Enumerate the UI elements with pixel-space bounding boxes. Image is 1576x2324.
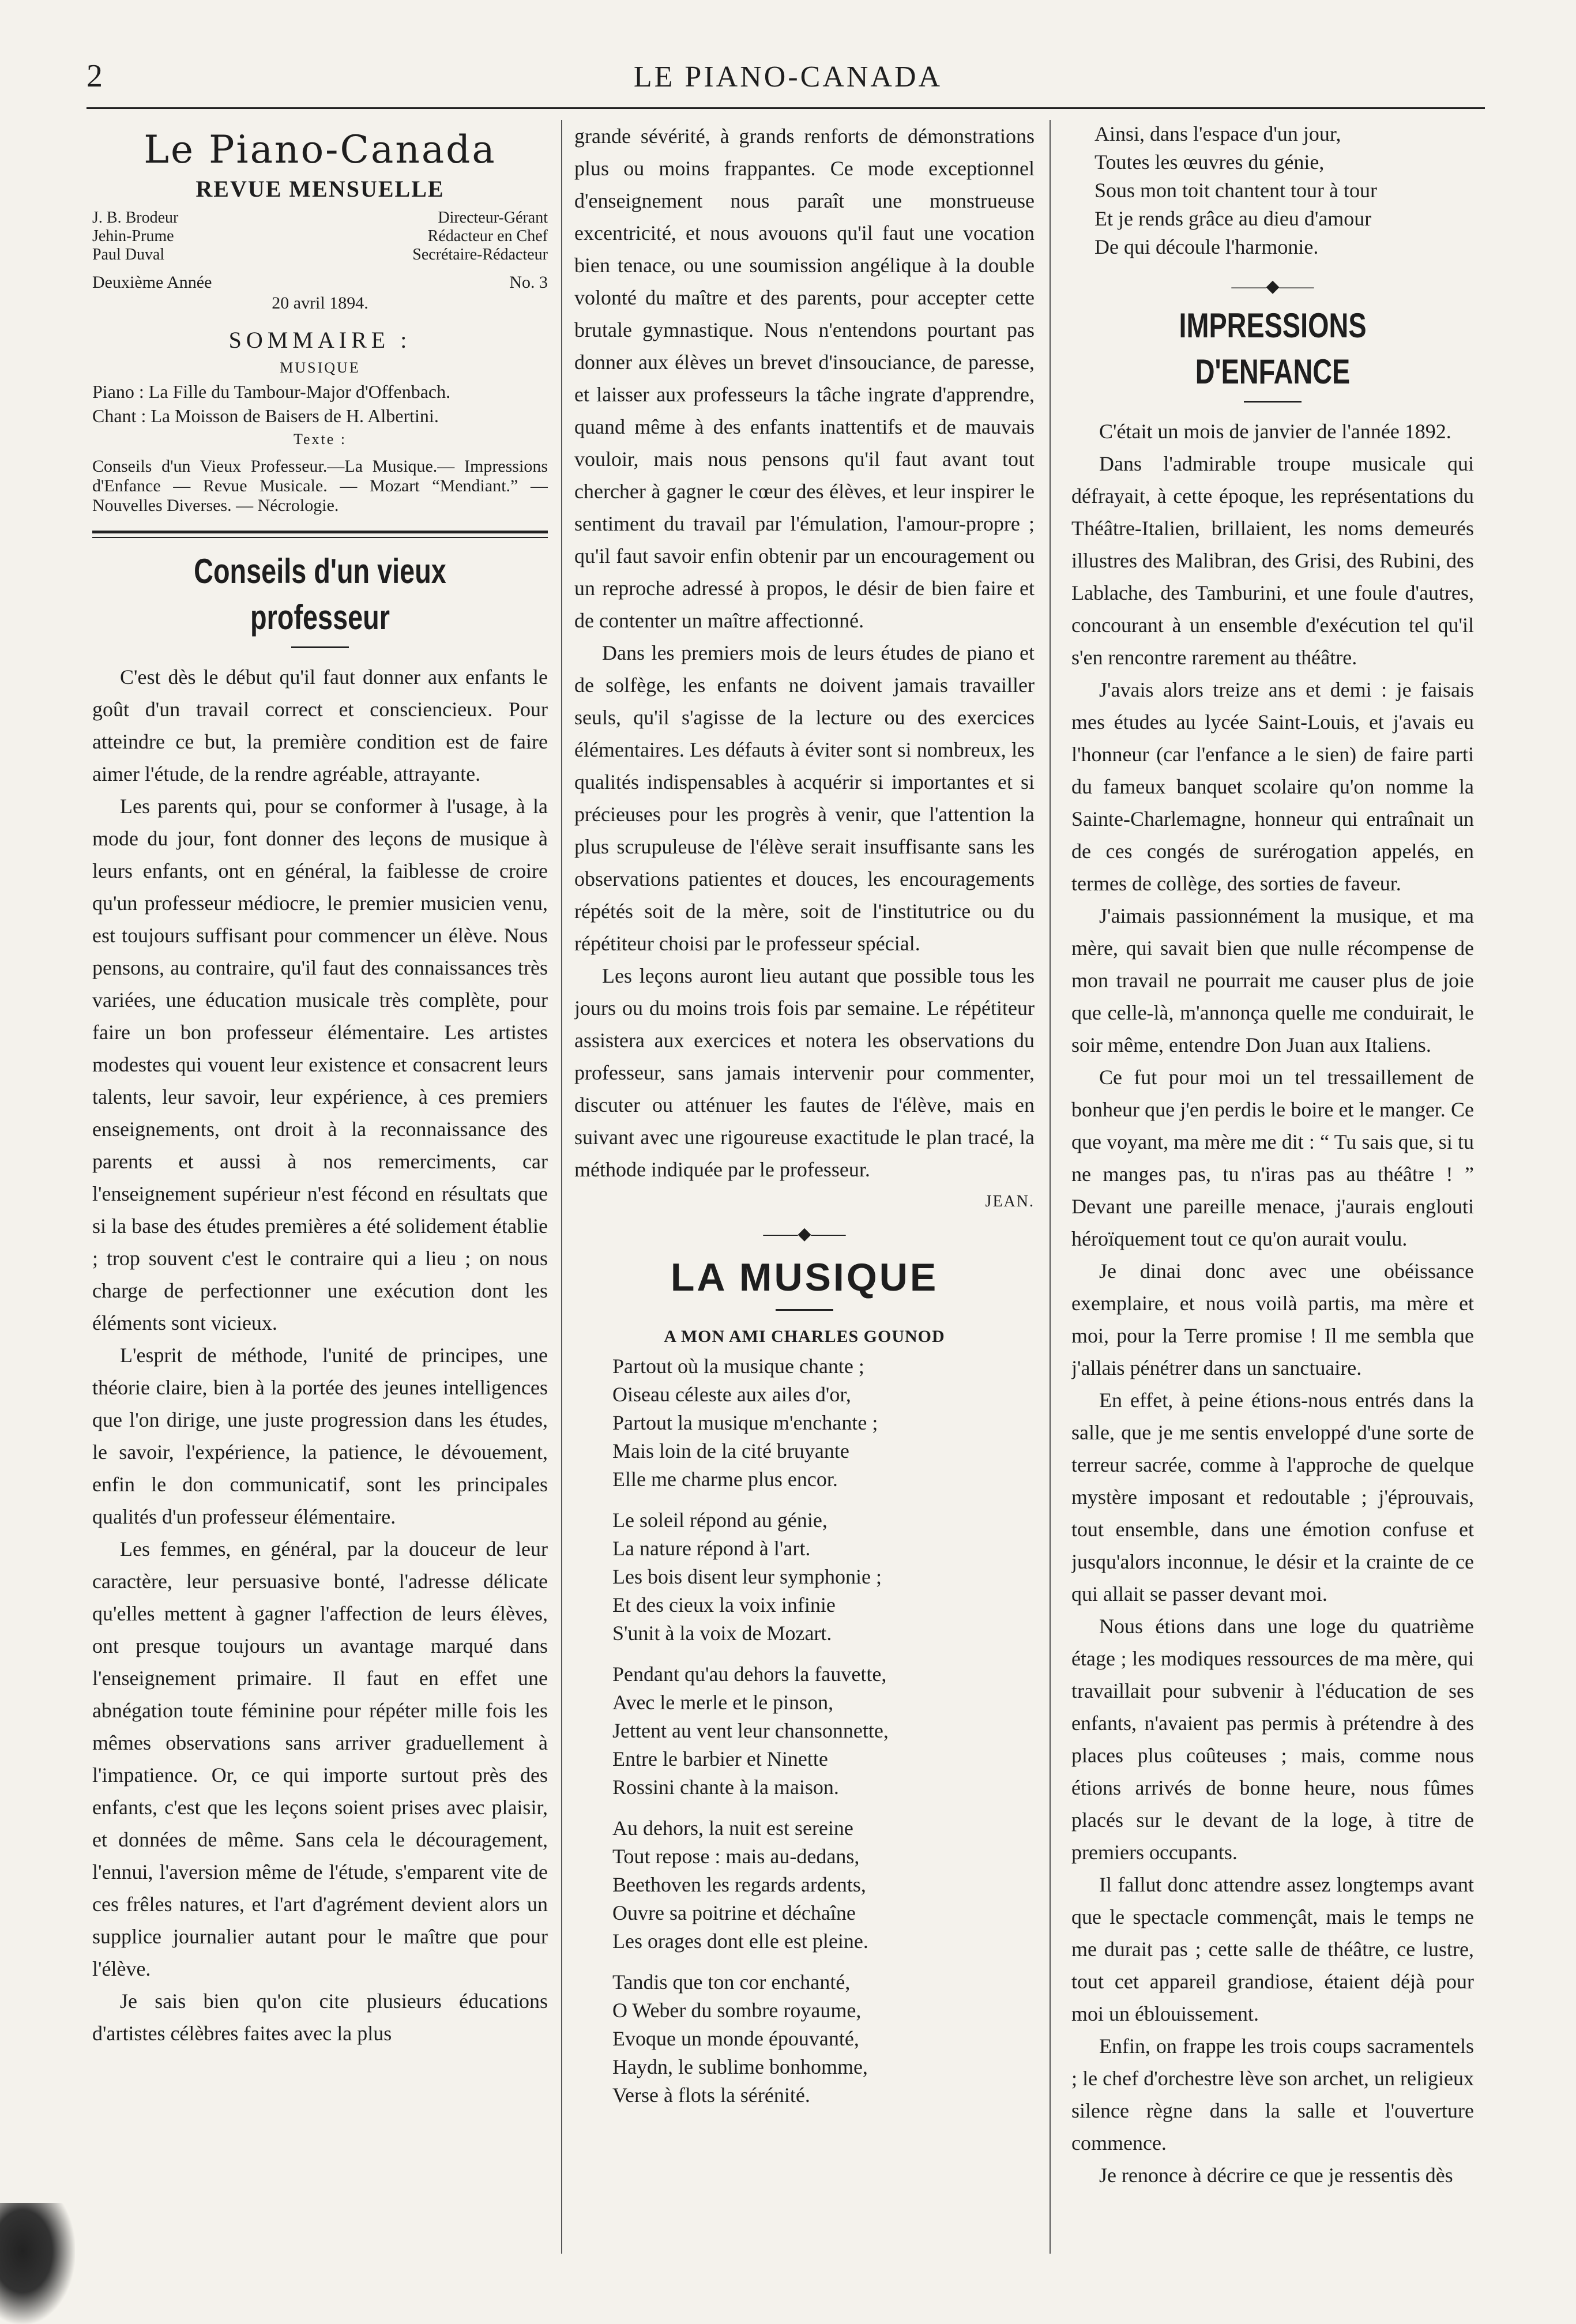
- verse-line: Les orages dont elle est pleine.: [612, 1930, 868, 1953]
- paragraph: C'est dès le début qu'il faut donner aux enfants le goût d'un travail correct et consciencieux. Pour atteindre ce but, la première condition est de faire aimer l'étude, de la rendre agréable, attrayante.: [92, 665, 548, 785]
- masthead-title: Le Piano-Canada: [144, 127, 497, 172]
- verse-line: Les bois disent leur symphonie ;: [612, 1565, 882, 1588]
- poem-dedication: A MON AMI CHARLES GOUNOD: [664, 1327, 945, 1346]
- verse-line: Rossini chante à la maison.: [612, 1776, 839, 1799]
- paragraph: Dans les premiers mois de leurs études de piano et de solfège, les enfants ne doivent jamais travailler seuls, qu'il s'agisse de la lecture ou des exercices élémentaires. Les défauts à éviter sont si nombreux, les qualités indispensables à acquérir si importantes et si précieuses pour les progrès à venir, que l'attention la plus scrupuleuse de l'élève serait insuffisante sans les observations patientes et douces, les encouragements répétés soit de la mère, soit de l'institutrice ou du répétiteur choisi par le professeur spécial.: [574, 641, 1035, 955]
- verse-line: O Weber du sombre royaume,: [612, 1999, 862, 2022]
- column-divider: [561, 120, 562, 2254]
- poem-title: LA MUSIQUE: [670, 1255, 939, 1299]
- signature: JEAN.: [985, 1193, 1035, 1210]
- column-2: [574, 120, 1035, 2282]
- paragraph: Ce fut pour moi un tel tressaillement de bonheur que j'en perdis le boire et le manger. Ce que voyant, ma mère me dit : “ Tu sais que, si tu ne manges pas, tu n'iras pas au théâtre ! ” Devant une pareille menace, j'aurais englouti héroïquement tout ce qu'on aurait voulu.: [1071, 1066, 1474, 1250]
- verse-line: S'unit à la voix de Mozart.: [612, 1622, 832, 1645]
- running-title: LE PIANO-CANADA: [633, 61, 943, 93]
- verse-line: Et je rends grâce au dieu d'amour: [1094, 207, 1372, 230]
- section-rule: [92, 531, 548, 538]
- verse-line: Mais loin de la cité bruyante: [612, 1439, 849, 1462]
- staff-role: Directeur-Gérant: [438, 209, 548, 227]
- verse-line: La nature répond à l'art.: [612, 1537, 811, 1560]
- stanza: [612, 1814, 1035, 1956]
- paragraph: L'esprit de méthode, l'unité de principes, une théorie claire, bien à la portée des jeunes intelligences que l'on dirige, une juste progression dans les études, le savoir, l'expérience, la patience, le dévouement, enfin le don communicatif, sont les principales qualités d'un professeur élémentaire.: [92, 1344, 548, 1528]
- verse-line: Tout repose : mais au-dedans,: [612, 1845, 860, 1868]
- verse-line: Pendant qu'au dehors la fauvette,: [612, 1663, 887, 1686]
- paragraph: Les femmes, en général, par la douceur de leur caractère, leur persuasive bonté, l'adresse délicate qu'elles mettent à gagner l'affection de leurs élèves, ont presque toujours un avantage marqué dans l'enseignement primaire. Il faut en effet une abnégation toute féminine pour répéter mille fois les mêmes observations sans arriver graduellement à l'impatience. Or, ce qui importe surtout près des enfants, c'est que les leçons soient prises avec plaisir, et données de même. Sans cela le découragement, l'ennui, l'aversion même de l'étude, s'emparent vite de ces frêles natures, et l'art d'agrément devient alors un supplice journalier autant pour le maître que pour l'élève.: [92, 1537, 548, 1980]
- article-title: IMPRESSIONS D'ENFANCE: [1179, 306, 1367, 391]
- verse-line: Elle me charme plus encor.: [612, 1468, 838, 1491]
- page-number: 2: [86, 58, 103, 94]
- verse-line: Verse à flots la sérénité.: [612, 2084, 810, 2107]
- masthead-subtitle: REVUE MENSUELLE: [195, 176, 445, 202]
- ornament-divider: ——◆——: [763, 1224, 846, 1243]
- paragraph: Les parents qui, pour se conformer à l'usage, à la mode du jour, font donner des leçons de musique à leurs enfants, ont en général, la faiblesse de croire qu'un professeur médiocre, le premier musicien venu, est toujours suffisant pour commencer un élève. Nous pensons, au contraire, qu'il faut des connaissances très variées, une éducation musicale très complète, pour faire un bon professeur élémentaire. Les artistes modestes qui vouent leur existence et consacrent leurs talents, leur savoir, leur expérience, à ces premiers enseignements, ont droit à la reconnaissance des parents et aussi à nos remerciments, car l'enseignement supérieur n'est fécond en résultats que si la base des études premières a été solidement établie ; trop souvent c'est le contraire qui a lieu ; on nous charge de perfectionner une exécution dont les éléments sont vicieux.: [92, 795, 548, 1334]
- verse-line: Au dehors, la nuit est sereine: [612, 1817, 853, 1840]
- verse-line: Oiseau céleste aux ailes d'or,: [612, 1383, 851, 1406]
- verse-line: Toutes les œuvres du génie,: [1094, 151, 1325, 174]
- verse-line: Beethoven les regards ardents,: [612, 1873, 866, 1896]
- stanza: [612, 1506, 1035, 1648]
- stanza: [612, 1968, 1035, 2109]
- stanza: [612, 1352, 1035, 1494]
- column-1: [92, 120, 548, 2282]
- texte-label: Texte :: [293, 431, 347, 447]
- paragraph: grande sévérité, à grands renforts de démonstrations plus ou moins frappantes. Ce mode exceptionnel d'enseignement nous paraît une monstrueuse excentricité, et nous avouons qu'il faut une vocation bien tenace, ou une soumission angélique à la double volonté du maître et des parents, pour accepter cette brutale gymnastique. Nous n'entendons pourtant pas donner aux élèves un brevet d'insouciance, de paresse, et laisser aux professeurs la tâche ingrate d'apprendre, quand même à des enfants inattentifs et de mauvais vouloir, mais nous pensons qu'il faut avant tout chercher à gagner le cœur des élèves, et leur inspirer le sentiment du travail par l'émulation, l'amour-propre ; qu'il faut savoir enfin obtenir par un encouragement ou un reproche adressé à propos, le désir de bien faire et de contenter un maître affectionné.: [574, 125, 1035, 632]
- staff-row: [92, 246, 548, 264]
- verse-line: Entre le barbier et Ninette: [612, 1747, 828, 1770]
- verse-line: Partout où la musique chante ;: [612, 1355, 864, 1378]
- verse-line: Jettent au vent leur chansonnette,: [612, 1719, 889, 1742]
- issue-label: Deuxième Année: [92, 273, 212, 292]
- paragraph: Enfin, on frappe les trois coups sacramentels ; le chef d'orchestre lève son archet, un religieux silence règne dans la salle et l'ouverture commence.: [1071, 2035, 1474, 2154]
- verse-line: Avec le merle et le pinson,: [612, 1691, 834, 1714]
- title-rule: [1244, 401, 1302, 403]
- paragraph: En effet, à peine étions-nous entrés dans la salle, que je me sentis enveloppé d'une sorte de terreur sacrée, comme à l'approche de quelque mystère imposant et redoutable ; j'éprouvais, tout ensemble, dans une émotion confuse et jusqu'alors inconnue, le désir et la crainte de ce qui allait se passer devant moi.: [1071, 1389, 1474, 1605]
- toc-item: Chant : La Moisson de Baisers de H. Albertini.: [92, 405, 439, 426]
- issue-info: [92, 272, 548, 314]
- musique-label: MUSIQUE: [280, 359, 360, 376]
- staff-list: [92, 209, 548, 264]
- column-divider: [1050, 120, 1051, 2254]
- issue-number: No. 3: [509, 273, 548, 292]
- paragraph: J'aimais passionnément la musique, et ma mère, qui savait bien que nulle récompense de mon travail ne pourrait me causer plus de joie que celle-là, m'annonça quelle me conduirait, le soir même, entendre Don Juan aux Italiens.: [1071, 904, 1474, 1056]
- paragraph: Les leçons auront lieu autant que possible tous les jours ou du moins trois fois par semaine. Le répétiteur assistera aux exercices et notera les observations du professeur, sans jamais intervenir pour commenter, discuter ou atténuer les fautes de l'élève, mais en suivant avec une rigoureuse exactitude le plan tracé, la méthode indiquée par le professeur.: [574, 964, 1035, 1181]
- sommaire-title: SOMMAIRE :: [228, 327, 412, 353]
- title-rule: [291, 646, 349, 648]
- ink-stain: [0, 2203, 75, 2324]
- toc-item: Piano : La Fille du Tambour-Major d'Offenbach.: [92, 381, 451, 402]
- verse-line: Ainsi, dans l'espace d'un jour,: [1094, 122, 1341, 145]
- stanza: [612, 1660, 1035, 1802]
- verse-line: De qui découle l'harmonie.: [1094, 235, 1319, 258]
- column-3: [1071, 120, 1474, 2282]
- staff-role: Rédacteur en Chef: [427, 227, 548, 245]
- verse-line: Haydn, le sublime bonhomme,: [612, 2055, 868, 2078]
- stanza: [1094, 120, 1474, 261]
- staff-name: Paul Duval: [92, 246, 165, 264]
- paragraph: Je sais bien qu'on cite plusieurs éducations d'artistes célèbres faites avec la plus: [92, 1990, 548, 2045]
- paragraph: Je renonce à décrire ce que je ressentis dès: [1099, 2164, 1453, 2187]
- verse-line: Sous mon toit chantent tour à tour: [1094, 179, 1377, 202]
- verse-line: Et des cieux la voix infinie: [612, 1593, 836, 1616]
- issue-date: 20 avril 1894.: [272, 294, 368, 313]
- verse-line: Tandis que ton cor enchanté,: [612, 1970, 851, 1994]
- masthead: [92, 127, 548, 516]
- verse-line: Ouvre sa poitrine et déchaîne: [612, 1901, 856, 1924]
- paragraph: J'avais alors treize ans et demi : je faisais mes études au lycée Saint-Louis, et j'avais eu l'honneur (car l'enfance a le sien) de faire parti du fameux banquet scolaire qu'on nomme la Sainte-Charlemagne, honneur qui entraînait un de ces congés de surérogation appelés, en termes de collège, des sorties de faveur.: [1071, 678, 1474, 895]
- header-rule: [86, 107, 1485, 109]
- paragraph: Il fallut donc attendre assez longtemps avant que le spectacle commençât, mais le temps ne me durait pas ; cette salle de théâtre, ce lustre, tout cet appareil grandiose, étaient déjà pour moi un éblouissement.: [1071, 1873, 1474, 2025]
- staff-row: [92, 209, 548, 227]
- ornament-divider: ——◆——: [1231, 277, 1314, 296]
- title-rule: [776, 1309, 833, 1311]
- verse-line: Le soleil répond au génie,: [612, 1509, 828, 1532]
- paragraph: C'était un mois de janvier de l'année 1892.: [1099, 420, 1451, 443]
- paragraph: Je dinai donc avec une obéissance exemplaire, et nous voilà partis, ma mère et moi, pour la Terre promise ! Il me sembla que j'allais pénétrer dans un sanctuaire.: [1071, 1259, 1474, 1379]
- paragraph: Dans l'admirable troupe musicale qui défrayait, à cette époque, les représentations du Théâtre-Italien, brillaient, les noms demeurés illustres des Malibran, des Grisi, des Rubini, des Lablache, des Tamburini, et une foule d'autres, concourant à un ensemble d'exécution tel qu'il s'en rencontre rarement au théâtre.: [1071, 452, 1474, 669]
- staff-role: Secrétaire-Rédacteur: [412, 246, 548, 264]
- staff-row: [92, 227, 548, 246]
- article-title: Conseils d'un vieux professeur: [194, 552, 446, 637]
- verse-line: Partout la musique m'enchante ;: [612, 1411, 878, 1434]
- texte-items: Conseils d'un Vieux Professeur.—La Musique.— Impressions d'Enfance — Revue Musicale. — Mozart “Mendiant.” — Nouvelles Diverses. — Nécrologie.: [92, 457, 548, 515]
- paragraph: Nous étions dans une loge du quatrième étage ; les modiques ressources de ma mère, qui travaillait pour subvenir à l'éducation de ses enfants, n'avaient pas permis à prétendre à des places plus coûteuses ; mais, comme nous étions arrivés de bonne heure, nous fûmes placés sur le devant de la loge, à titre de premiers occupants.: [1071, 1615, 1474, 1864]
- verse-line: Evoque un monde épouvanté,: [612, 2027, 859, 2050]
- staff-name: J. B. Brodeur: [92, 209, 179, 227]
- staff-name: Jehin-Prume: [92, 227, 174, 245]
